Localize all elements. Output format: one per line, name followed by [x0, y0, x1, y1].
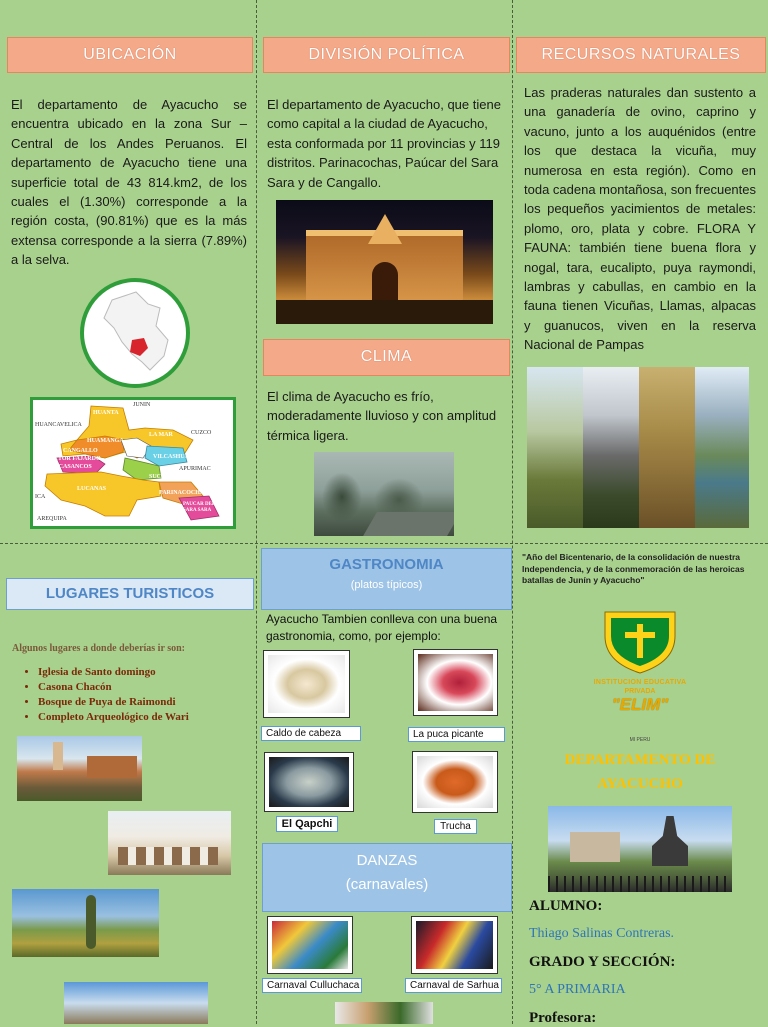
map-label-ica: ICA: [35, 494, 46, 500]
list-item: • Casona Chacón: [38, 680, 268, 695]
fold-line-middle: [0, 543, 768, 544]
dish-caldo-caption: Caldo de cabeza: [261, 726, 361, 741]
dish-trucha-photo: [412, 751, 498, 813]
danzas-subtitle: (carnavales): [345, 876, 429, 893]
dance-sarhua-caption: Carnaval de Sarhua: [405, 978, 502, 993]
dance-culluchaca-photo: [267, 916, 353, 974]
lugares-banner: LUGARES TURISTICOS: [6, 578, 254, 610]
dish-qapchi-photo: [264, 752, 354, 812]
gastronomia-title: GASTRONOMIA: [329, 556, 444, 573]
map-label-sucre: SUCRE: [149, 474, 170, 480]
dance-sarhua-photo: [411, 916, 498, 974]
cathedral-photo: [276, 200, 493, 324]
casona-photo: [108, 811, 231, 875]
list-item: • Completo Arqueológico de Wari: [38, 710, 268, 725]
school-line-2: PRIVADA: [624, 688, 656, 695]
fold-line-right: [512, 0, 513, 1024]
school-logo-icon: [603, 610, 677, 674]
map-label-huanta: HUANTA: [93, 410, 119, 416]
ubicacion-banner: UBICACIÓN: [7, 37, 253, 73]
ayacucho-provinces-map: [30, 397, 236, 529]
plaza-photo: [17, 736, 142, 801]
dance-third-photo: [335, 1002, 433, 1024]
grado-label: GRADO Y SECCIÓN:: [529, 954, 676, 970]
map-label-huancasancos: HUANCASANCOS: [41, 464, 92, 470]
ubicacion-text: El departamento de Ayacucho se encuentra ubicado en la zona Sur – Central de los Andes Peruanos. El departamento de Ayacucho tiene una superficie total de 43 814.km2, de los cuales el (1.30%) corresponde a la región costa, (90.81%) que es la más extensa corresponde a la sierra (7.89%) a la selva.: [11, 97, 247, 268]
danzas-banner: [262, 843, 512, 912]
map-label-cuzco: CUZCO: [191, 430, 212, 436]
foggy-landscape-photo: [314, 452, 454, 536]
alumno-value: Thiago Salinas Contreras.: [529, 926, 675, 941]
map-label-cangallo: CANGALLO: [63, 448, 98, 454]
recursos-banner: RECURSOS NATURALES: [516, 37, 766, 73]
wari-photo: [64, 982, 208, 1024]
lugares-intro: Algunos lugares a donde deberías ir son:: [12, 643, 185, 654]
map-label-junin: JUNIN: [133, 402, 151, 408]
peru-locator-map: [80, 278, 190, 388]
bicentennial-motto: "Año del Bicentenario, de la consolidación de nuestra Independencia, y de la conmemoración de las heroicas batallas de Junín y Ayacucho": [522, 552, 745, 585]
map-label-huancavelica: HUANCAVELICA: [35, 422, 82, 428]
dish-qapchi-caption: El Qapchi: [276, 816, 338, 832]
map-label-huamanga: HUAMANGA: [87, 438, 124, 444]
map-label-arequipa: AREQUIPA: [37, 516, 67, 522]
division-banner: DIVISIÓN POLÍTICA: [263, 37, 510, 73]
tourist-places-list: [16, 665, 268, 725]
map-label-apurimac: APURIMAC: [179, 466, 211, 472]
gastronomia-intro: Ayacucho Tambien conlleva con una buena gastronomia, como, por ejemplo:: [266, 612, 498, 643]
map-label-la-mar: LA MAR: [149, 432, 173, 438]
clima-text: El clima de Ayacucho es frío, moderadamente lluvioso y con amplitud térmica ligera.: [267, 389, 497, 443]
fold-line-left: [256, 0, 257, 1024]
map-label-victor-fajardo: VICTOR FAJARDO: [47, 456, 101, 462]
peru-outline-icon: [84, 282, 186, 384]
puya-raimondi-photo: [12, 889, 159, 957]
plaza-de-armas-photo: [548, 806, 732, 892]
recursos-text: Las praderas naturales dan sustento a una ganadería de ovino, caprino y vacuno, junto a los auquénidos (entre los que destaca la vicuña, muy numerosa en esta región). Como en toda cadena montañosa, son frecuentes los pequeños yacimientos de metales: plomo, oro, plata y cobre. FLORA Y FAUNA: también tiene buena flora y nogal, tara, eucalipto, puya raymondi, lambras y cabullas, en cambio en la fauna tienen Vicuñas, Llamas, alpacas y guanucos, viven en la reserva Nacional de Pampas: [524, 85, 756, 353]
profesora-label: Profesora:: [529, 1010, 597, 1026]
school-name: "ELIM": [611, 695, 669, 714]
dance-culluchaca-caption: Carnaval Culluchaca: [262, 978, 362, 993]
school-line-1: INSTITUCION EDUCATIVA: [593, 679, 687, 686]
alumno-label: ALUMNO:: [529, 898, 603, 914]
dish-caldo-photo: [263, 650, 350, 718]
gastronomia-subtitle: (platos típicos): [350, 579, 423, 591]
danzas-title: DANZAS: [356, 852, 418, 869]
map-label-parinacochas: PARINACOCHAS: [159, 490, 208, 496]
grado-value: 5° A PRIMARIA: [529, 982, 626, 997]
list-item: • Bosque de Puya de Raimondi: [38, 695, 268, 710]
department-title-line1: DEPARTAMENTO DE: [564, 752, 716, 768]
small-label: MI PERU: [629, 737, 651, 743]
natural-resources-collage: [527, 367, 749, 528]
department-title-line2: AYACUCHO: [597, 776, 683, 792]
map-label-lucanas: LUCANAS: [77, 486, 107, 492]
dish-puca-photo: [413, 649, 498, 716]
dish-trucha-caption: Trucha: [434, 819, 477, 834]
clima-banner: CLIMA: [263, 339, 510, 376]
map-label-paucar: PAUCAR DEL SARA SARA: [183, 502, 215, 513]
map-label-vilcashuaman: VILCASHUAMAN: [153, 454, 204, 460]
dish-puca-caption: La puca picante: [408, 727, 505, 742]
gastronomia-banner: [261, 548, 512, 610]
list-item: • Iglesia de Santo domingo: [38, 665, 268, 680]
division-text: El departamento de Ayacucho, que tiene como capital a la ciudad de Ayacucho, esta conformada por 11 provincias y 119 distritos. Parinacochas, Paúcar del Sara Sara y de Cangallo.: [267, 97, 501, 190]
